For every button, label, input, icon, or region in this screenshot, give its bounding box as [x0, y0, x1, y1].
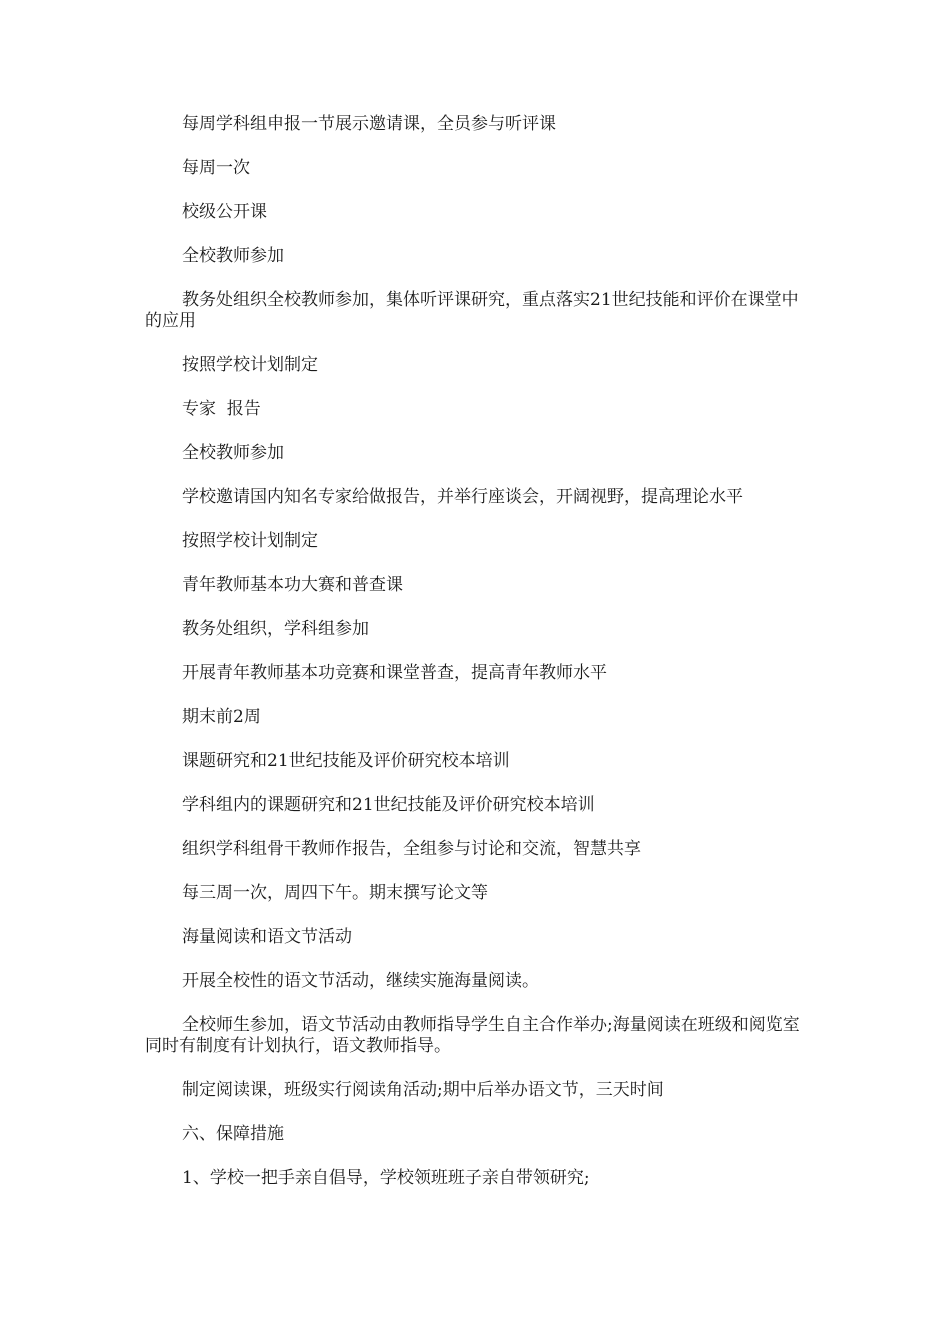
paragraph: 全校教师参加 — [182, 443, 284, 463]
paragraph: 学科组内的课题研究和21世纪技能及评价研究校本培训 — [182, 795, 595, 815]
paragraph: 制定阅读课，班级实行阅读角活动;期中后举办语文节，三天时间 — [182, 1080, 664, 1100]
paragraph: 每三周一次，周四下午。期末撰写论文等 — [182, 883, 488, 903]
paragraph: 组织学科组骨干教师作报告，全组参与讨论和交流，智慧共享 — [182, 839, 641, 859]
paragraph: 专家 报告 — [182, 399, 261, 419]
paragraph: 1、学校一把手亲自倡导，学校领班班子亲自带领研究; — [182, 1168, 590, 1188]
paragraph: 学校邀请国内知名专家给做报告，并举行座谈会，开阔视野，提高理论水平 — [182, 487, 743, 507]
section-heading: 六、保障措施 — [182, 1124, 284, 1144]
paragraph: 每周学科组申报一节展示邀请课，全员参与听评课 — [182, 114, 556, 134]
paragraph: 按照学校计划制定 — [182, 355, 318, 375]
paragraph: 教务处组织全校教师参加，集体听评课研究，重点落实21世纪技能和评价在课堂中的应用 — [145, 290, 799, 331]
paragraph: 校级公开课 — [182, 202, 267, 222]
paragraph: 教务处组织，学科组参加 — [182, 619, 369, 639]
paragraph: 课题研究和21世纪技能及评价研究校本培训 — [182, 751, 510, 771]
paragraph: 全校师生参加，语文节活动由教师指导学生自主合作举办;海量阅读在班级和阅览室同时有制度有计划执行，语文教师指导。 — [145, 1015, 800, 1056]
document-body — [145, 114, 810, 1212]
paragraph: 海量阅读和语文节活动 — [182, 927, 352, 947]
paragraph: 按照学校计划制定 — [182, 531, 318, 551]
paragraph: 每周一次 — [182, 158, 250, 178]
paragraph: 全校教师参加 — [182, 246, 284, 266]
paragraph: 开展全校性的语文节活动，继续实施海量阅读。 — [182, 971, 539, 991]
paragraph: 开展青年教师基本功竞赛和课堂普查，提高青年教师水平 — [182, 663, 607, 683]
paragraph: 期末前2周 — [182, 707, 261, 727]
paragraph: 青年教师基本功大赛和普查课 — [182, 575, 403, 595]
